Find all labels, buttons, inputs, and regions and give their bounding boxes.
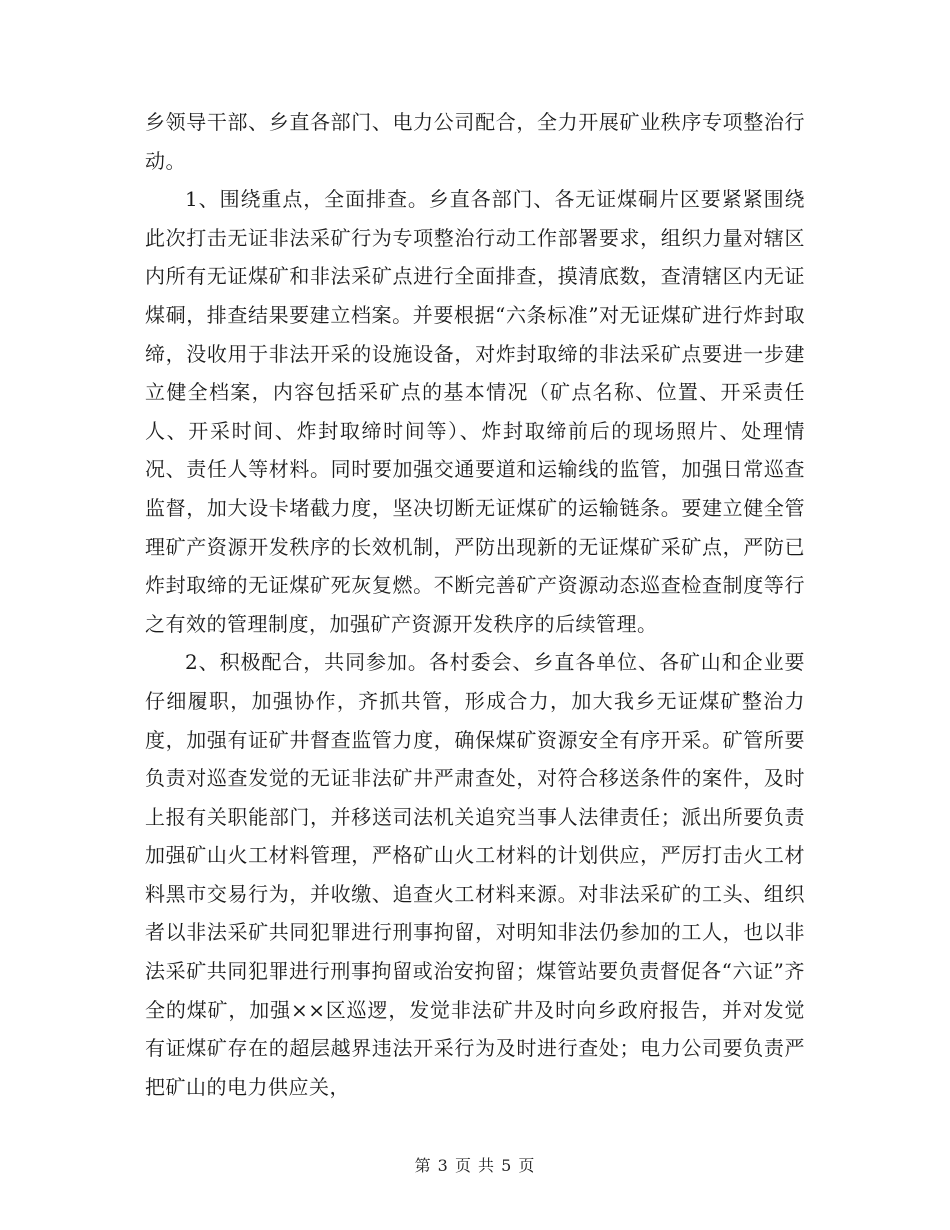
page-number-footer: 第 3 页 共 5 页: [414, 1156, 536, 1175]
paragraph-item-2: 2、积极配合，共同参加。各村委会、乡直各单位、各矿山和企业要仔细履职，加强协作，齐抓共管，形成合力，加大我乡无证煤矿整治力度，加强有证矿井督查监管力度，确保煤矿资源安全有序开采。矿管所要负责对巡查发觉的无证非法矿井严肃查处，对符合移送条件的案件，及时上报有关职能部门，并移送司法机关追究当事人法律责任；派出所要负责加强矿山火工材料管理，严格矿山火工材料的计划供应，严厉打击火工材料黑市交易行为，并收缴、追查火工材料来源。对非法采矿的工头、组织者以非法采矿共同犯罪进行刑事拘留，对明知非法仍参加的工人，也以非法采矿共同犯罪进行刑事拘留或治安拘留；煤管站要负责督促各“六证”齐全的煤矿，加强××区巡逻，发觉非法矿井及时向乡政府报告，并对发觉有证煤矿存在的超层越界违法开采行为及时进行查处；电力公司要负责严把矿山的电力供应关，: [145, 650, 805, 1099]
paragraph-item-1: 1、围绕重点，全面排查。乡直各部门、各无证煤硐片区要紧紧围绕此次打击无证非法采矿行为专项整治行动工作部署要求，组织力量对辖区内所有无证煤矿和非法采矿点进行全面排查，摸清底数，查清辖区内无证煤硐，排查结果要建立档案。并要根据“六条标准”对无证煤矿进行炸封取缔，没收用于非法开采的设施设备，对炸封取缔的非法采矿点要进一步建立健全档案，内容包括采矿点的基本情况（矿点名称、位置、开采责任人、开采时间、炸封取缔时间等）、炸封取缔前后的现场照片、处理情况、责任人等材料。同时要加强交通要道和运输线的监管，加强日常巡查监督，加大设卡堵截力度，坚决切断无证煤矿的运输链条。要建立健全管理矿产资源开发秩序的长效机制，严防出现新的无证煤矿采矿点，严防已炸封取缔的无证煤矿死灰复燃。不断完善矿产资源动态巡查检查制度等行之有效的管理制度，加强矿产资源开发秩序的后续管理。: [145, 187, 805, 636]
paragraph-continuation: 乡领导干部、乡直各部门、电力公司配合，全力开展矿业秩序专项整治行动。: [145, 110, 805, 173]
document-body: [145, 103, 805, 1106]
